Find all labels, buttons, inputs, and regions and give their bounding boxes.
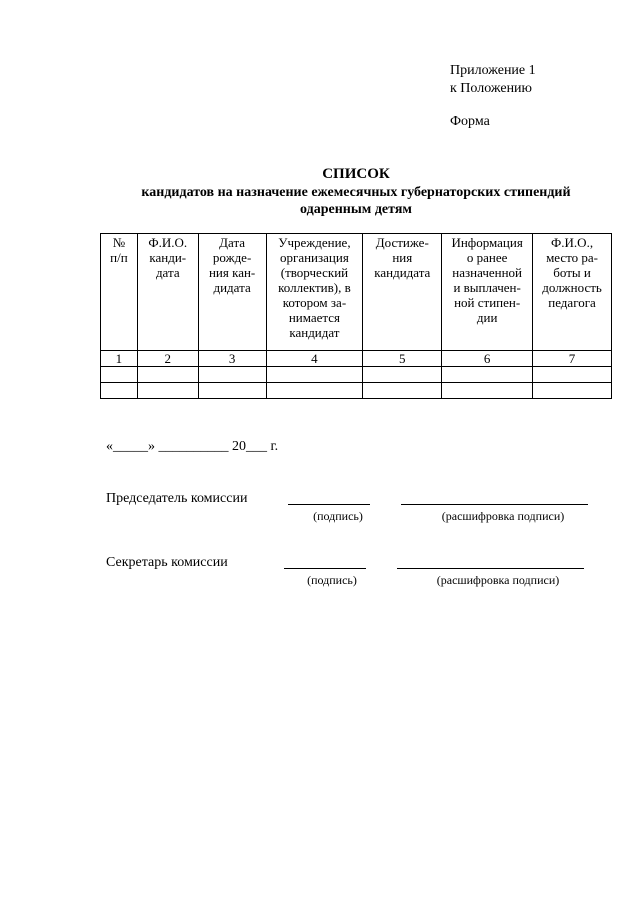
column-number: 5: [363, 351, 442, 367]
table-cell: [266, 367, 363, 383]
table-cell: [442, 367, 533, 383]
header-cell-institution: Учреждение, организация (творческий коллектив), в котором за- нимается кандидат: [266, 234, 363, 351]
chairman-decode-caption: (расшифровка подписи): [441, 509, 565, 523]
secretary-decode-line: [397, 568, 584, 569]
appendix-line-1: Приложение 1: [450, 63, 536, 78]
form-label: Форма: [450, 114, 490, 129]
table-cell: [137, 383, 198, 399]
secretary-label: Секретарь комиссии: [106, 555, 228, 570]
table-cell: [137, 367, 198, 383]
table-cell: [363, 367, 442, 383]
column-number: 7: [533, 351, 612, 367]
table-cell: [442, 383, 533, 399]
secretary-decode-caption: (расшифровка подписи): [436, 573, 560, 587]
candidates-table: [100, 233, 612, 399]
title-line-3: одаренным детям: [300, 202, 412, 217]
header-cell-teacher: Ф.И.О., место ра- боты и должность педагога: [533, 234, 612, 351]
chairman-decode-line: [401, 504, 588, 505]
table-header-row: [101, 234, 612, 351]
table-cell: [198, 383, 266, 399]
column-number: 4: [266, 351, 363, 367]
chairman-signature-line: [288, 504, 370, 505]
column-number: 3: [198, 351, 266, 367]
table-cell: [533, 367, 612, 383]
header-cell-achievements: Достиже- ния кандидата: [363, 234, 442, 351]
title-line-2: кандидатов на назначение ежемесячных губернаторских стипендий: [141, 185, 571, 200]
document-title: [100, 166, 612, 218]
secretary-signature-line: [284, 568, 366, 569]
header-cell-name: Ф.И.О. канди- дата: [137, 234, 198, 351]
table-column-numbers-row: [101, 351, 612, 367]
table-cell: [101, 383, 138, 399]
chairman-signature-caption: (подпись): [313, 509, 363, 523]
header-cell-scholarship-info: Информация о ранее назначенной и выплачен- ной стипен- дии: [442, 234, 533, 351]
appendix-reference: [450, 62, 536, 98]
table-row: [101, 367, 612, 383]
column-number: 2: [137, 351, 198, 367]
appendix-line-2: к Положению: [450, 81, 533, 96]
secretary-signature-caption: (подпись): [307, 573, 357, 587]
date-line: «_____» __________ 20___ г.: [106, 439, 279, 454]
table-cell: [198, 367, 266, 383]
column-number: 6: [442, 351, 533, 367]
table-cell: [101, 367, 138, 383]
column-number: 1: [101, 351, 138, 367]
title-main: СПИСОК: [322, 166, 390, 182]
header-cell-birthdate: Дата рожде- ния кан- дидата: [198, 234, 266, 351]
table-row: [101, 383, 612, 399]
table-cell: [533, 383, 612, 399]
chairman-label: Председатель комиссии: [106, 491, 248, 506]
table-cell: [363, 383, 442, 399]
table-cell: [266, 383, 363, 399]
header-cell-number: № п/п: [101, 234, 138, 351]
